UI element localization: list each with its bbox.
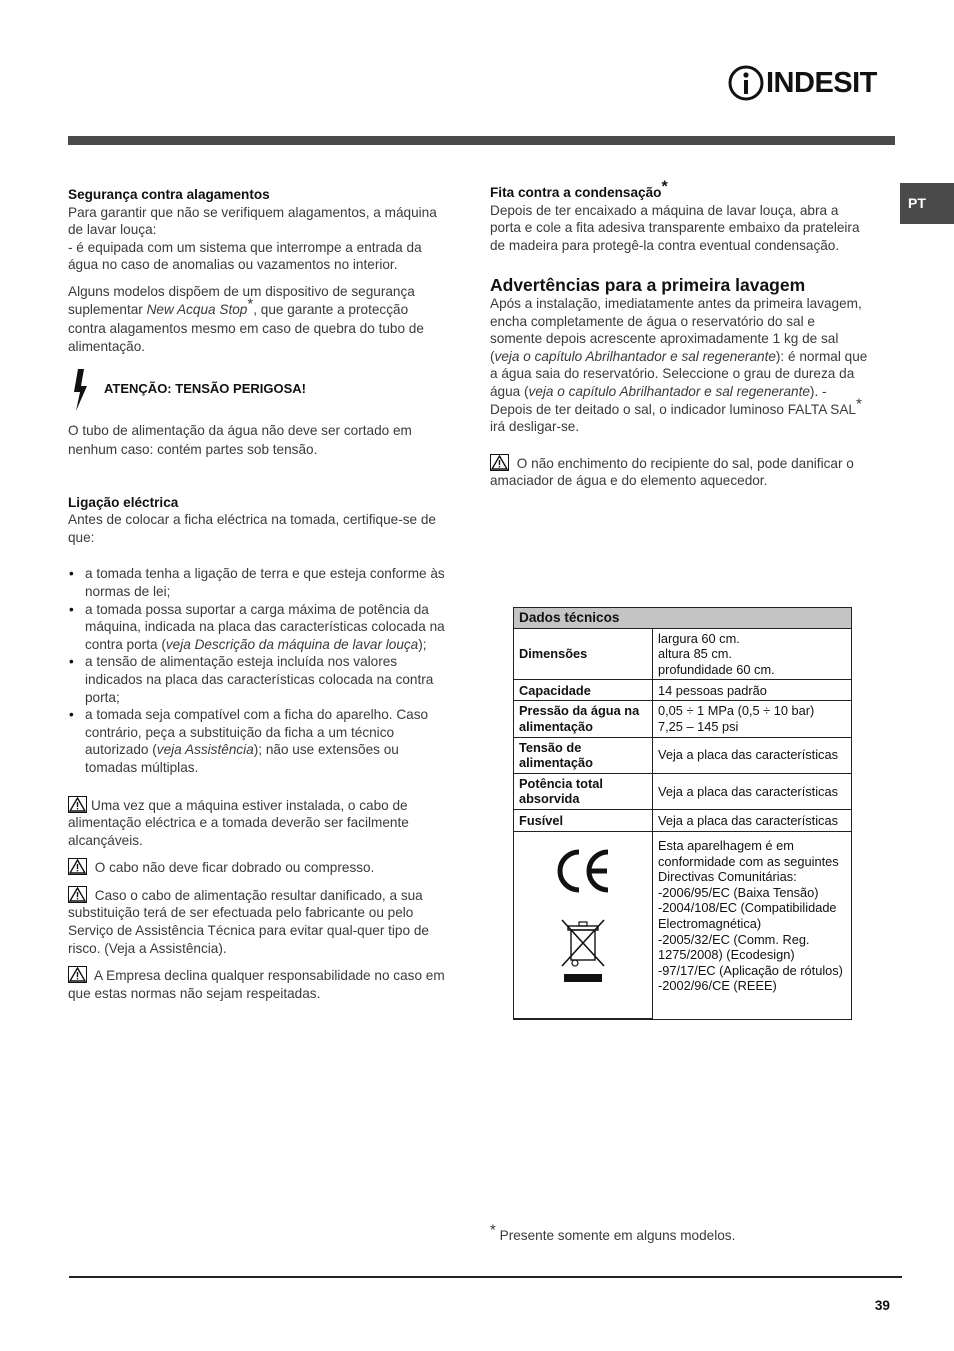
- brand-logo: [728, 64, 880, 102]
- flood-p1: Para garantir que não se verifiquem alagamentos, a máquina de lavar louça:: [68, 204, 437, 238]
- fw-t3-star: *: [855, 395, 862, 412]
- compliance-marks: [514, 831, 653, 1019]
- spec-key: Fusível: [514, 809, 653, 831]
- fw-t1-ref: veja o capítulo Abrilhantador e sal regenerante: [494, 348, 776, 364]
- footnote-star: *: [490, 1221, 496, 1239]
- ce-mark-icon: [553, 848, 613, 894]
- fw-t3-post: irá desligar-se.: [490, 419, 580, 435]
- warning-3-text: Caso o cabo de alimentação resultar danificado, a sua substituição terá de ser efectuada pelo fabricante ou pelo Serviço de Assistência Técnica para evitar qual-quer tipo de risco. (Veja a Assistência).: [68, 887, 429, 956]
- list-item: • a tensão de alimentação esteja incluída nos valores indicados na placa das características colocada na contra porta;: [68, 653, 448, 706]
- directive-line: -97/17/EC (Aplicação de rótulos): [658, 962, 843, 978]
- tape-text: Depois de ter encaixado a máquina de lavar louça, abra a porta e cole a fita adesiva transparente embaixo da prateleira de madeira para protegê-la contra eventual condensação.: [490, 202, 860, 253]
- first-wash-text: [490, 295, 870, 436]
- footnote: [490, 1221, 736, 1245]
- spec-value-line: largura 60 cm.: [658, 630, 740, 646]
- warning-3: [68, 886, 448, 957]
- footnote-text: Presente somente em alguns modelos.: [499, 1228, 736, 1243]
- flood-p3-pre: Alguns modelos dispõem de um dispositivo de segurança suplementar: [68, 283, 415, 318]
- spec-table: [513, 607, 852, 1020]
- warning-4: [68, 966, 448, 1002]
- warning-icon: [490, 454, 509, 471]
- table-row: [514, 737, 852, 773]
- flood-p3-star: *: [247, 295, 254, 313]
- fw-t1: Após a instalação, imediatamente antes da primeira lavagem, encha completamente de água o reservatório do sal e somente depois acrescente aproximadamente 1 kg de sal (: [490, 295, 862, 364]
- table-row: [514, 809, 852, 831]
- tape-title: [490, 178, 870, 202]
- flood-p3: [68, 283, 448, 357]
- spec-value-line: altura 85 cm.: [658, 646, 732, 662]
- warning-icon: [68, 966, 87, 983]
- warning-4-text: A Empresa declina qualquer responsabilidade no caso em que estas normas não sejam respeitadas.: [68, 968, 445, 1001]
- warning-icon: [68, 796, 87, 813]
- flood-p2: - é equipada com um sistema que interrompe a entrada da água no caso de anomalias ou vazamentos no interior.: [68, 239, 422, 273]
- brand-logo-mark: [728, 64, 768, 102]
- spec-key: Tensão de alimentação: [514, 737, 653, 773]
- electric-title: Ligação eléctrica: [68, 494, 179, 510]
- language-tab-label: PT: [908, 195, 926, 211]
- danger-text: O tubo de alimentação da água não deve ser cortado em nenhum caso: contém partes sob tensão.: [68, 422, 412, 457]
- tape-title-text: Fita contra a condensação: [490, 185, 662, 200]
- top-rule: [68, 136, 895, 145]
- tech-data-table: [513, 607, 851, 1020]
- b2-post: );: [418, 636, 427, 652]
- danger-block: [68, 369, 448, 411]
- spec-value-line: profundidade 60 cm.: [658, 661, 775, 677]
- directive-line: Esta aparelhagem é em conformidade com as seguintes Directivas Comunitárias:: [658, 837, 839, 885]
- list-item: • a tomada tenha a ligação de terra e que esteja conforme às normas de lei;: [68, 565, 448, 600]
- right-column: [490, 178, 870, 490]
- bottom-rule: [69, 1276, 902, 1278]
- table-row: [514, 628, 852, 680]
- b2-pre: a tomada possa suportar a carga máxima de potência da máquina, indicada na placa das características colocada na contra porta (: [85, 601, 445, 652]
- tape-title-star: *: [661, 178, 668, 196]
- page-number: 39: [874, 1298, 890, 1313]
- flood-p3-device: New Acqua Stop: [146, 302, 248, 318]
- brand-name: INDESIT: [766, 67, 877, 99]
- table-row: [514, 831, 852, 1019]
- spec-value: [653, 701, 852, 737]
- warning-2: [68, 858, 448, 877]
- b2-ref: veja Descrição da máquina de lavar louça: [165, 636, 419, 652]
- spec-key: Pressão da água na alimentação: [514, 701, 653, 737]
- language-tab: [900, 183, 954, 224]
- first-wash-title: Advertências para a primeira lavagem: [490, 275, 806, 296]
- danger-title: ATENÇÃO: TENSÃO PERIGOSA!: [104, 380, 306, 396]
- fw-t2: ): é normal que a água saia do reservatório. Seleccione o grau de dureza da água (: [490, 348, 868, 399]
- directive-line: -2004/108/EC (Compatibilidade Electromagnética): [658, 900, 837, 931]
- lightning-icon: [72, 369, 92, 411]
- table-row: [514, 701, 852, 737]
- spec-value: [653, 628, 852, 680]
- spec-value: 14 pessoas padrão: [653, 680, 852, 701]
- directive-line: -2006/95/EC (Baixa Tensão): [658, 884, 819, 900]
- warning-2-text: O cabo não deve ficar dobrado ou compresso.: [94, 860, 375, 876]
- list-item: [68, 706, 448, 776]
- spec-value: Veja a placa das características: [653, 809, 852, 831]
- table-row: [514, 773, 852, 809]
- directive-line: -2002/96/CE (REEE): [658, 978, 777, 994]
- warning-1-text: Uma vez que a máquina estiver instalada, o cabo de alimentação eléctrica e a tomada deverão ser facilmente alcançáveis.: [68, 797, 409, 848]
- spec-key: Dimensões: [514, 628, 653, 680]
- table-row: [514, 680, 852, 701]
- directives-cell: [653, 831, 852, 1019]
- spec-value-line: 0,05 ÷ 1 MPa (0,5 ÷ 10 bar): [658, 703, 815, 719]
- warning-icon: [68, 886, 87, 903]
- spec-key: Capacidade: [514, 680, 653, 701]
- flood-title: Segurança contra alagamentos: [68, 187, 270, 202]
- salt-warning: [490, 454, 870, 490]
- spec-value: Veja a placa das características: [653, 737, 852, 773]
- list-item: [68, 601, 448, 654]
- fw-t2-ref: veja o capítulo Abrilhantador e sal regenerante: [528, 383, 810, 399]
- b4-pre: a tomada seja compatível com a ficha do aparelho. Caso contrário, peça a substituição da ficha a um técnico autorizado (: [85, 707, 429, 758]
- b4-post: ); não use extensões ou tomadas múltiplas.: [85, 742, 399, 775]
- fw-t3: ). - Depois de ter deitado o sal, o indicador luminoso FALTA SAL: [490, 383, 856, 417]
- warning-1: [68, 796, 448, 850]
- flood-p3-post: , que garante a protecção contra alagamentos mesmo em caso de quebra do tubo de alimentação.: [68, 302, 424, 355]
- salt-warning-text: O não enchimento do recipiente do sal, pode danificar o amaciador de água e do elemento aquecedor.: [490, 455, 854, 489]
- spec-key: Potência total absorvida: [514, 773, 653, 809]
- spec-value: Veja a placa das características: [653, 773, 852, 809]
- spec-value-line: 7,25 – 145 psi: [658, 718, 739, 734]
- weee-bin-icon: [558, 916, 608, 986]
- directive-line: -2005/32/EC (Comm. Reg. 1275/2008) (Ecodesign): [658, 931, 810, 963]
- electric-checklist: [68, 565, 448, 776]
- warning-icon: [68, 858, 87, 875]
- electric-intro: Antes de colocar a ficha eléctrica na tomada, certifique-se de que:: [68, 512, 436, 545]
- table-header: Dados técnicos: [514, 608, 852, 629]
- left-column: [68, 186, 448, 1002]
- b4-ref: veja Assistência: [156, 742, 254, 758]
